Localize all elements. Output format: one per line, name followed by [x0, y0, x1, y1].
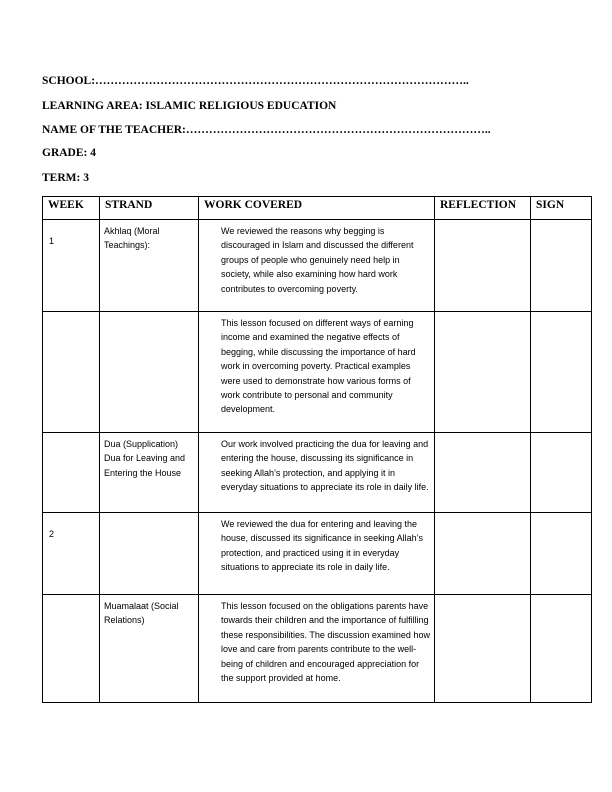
- sign-cell: [531, 220, 592, 312]
- sign-cell: [531, 595, 592, 703]
- column-header-sign: SIGN: [531, 197, 592, 220]
- sign-cell: [531, 312, 592, 433]
- term-line: TERM: 3: [42, 172, 89, 184]
- table-row: [43, 513, 592, 595]
- week-cell: [43, 312, 100, 433]
- table-row: [43, 433, 592, 513]
- learning-area-line: LEARNING AREA: ISLAMIC RELIGIOUS EDUCATION: [42, 100, 337, 112]
- column-header-reflection: REFLECTION: [435, 197, 531, 220]
- scheme-of-work-table: [42, 196, 592, 703]
- reflection-cell: [435, 312, 531, 433]
- table-header-row: [43, 197, 592, 220]
- strand-cell: Dua (Supplication) Dua for Leaving and Entering the House: [100, 433, 199, 513]
- strand-cell: [100, 312, 199, 433]
- week-cell: [43, 433, 100, 513]
- reflection-cell: [435, 220, 531, 312]
- table-row: [43, 220, 592, 312]
- week-cell: [43, 595, 100, 703]
- work-covered-cell: Our work involved practicing the dua for leaving and entering the house, discussing its significance in seeking Allah’s protection, and applying it in everyday situations to appreciate its role in daily life.: [199, 433, 435, 513]
- strand-cell: Muamalaat (Social Relations): [100, 595, 199, 703]
- teacher-name-line: NAME OF THE TEACHER:……………………………………………………………………..: [42, 124, 491, 136]
- week-cell: 2: [43, 513, 100, 595]
- sign-cell: [531, 513, 592, 595]
- column-header-week: WEEK: [43, 197, 100, 220]
- work-covered-cell: We reviewed the dua for entering and leaving the house, discussed its significance in seeking Allah’s protection, and practiced using it in everyday situations to appreciate its role in daily life.: [199, 513, 435, 595]
- table-row: [43, 312, 592, 433]
- column-header-work-covered: WORK COVERED: [199, 197, 435, 220]
- work-covered-cell: This lesson focused on different ways of earning income and examined the negative effects of begging, while discussing the importance of hard work in overcoming poverty. Practical examples were used to demonstrate how various forms of work contribute to personal and community development.: [199, 312, 435, 433]
- school-line: SCHOOL:……………………………………………………………………………………..: [42, 75, 469, 87]
- sign-cell: [531, 433, 592, 513]
- reflection-cell: [435, 433, 531, 513]
- work-covered-cell: We reviewed the reasons why begging is discouraged in Islam and discussed the different groups of people who genuinely need help in society, while also examining how hard work contributes to overcoming poverty.: [199, 220, 435, 312]
- table-row: [43, 595, 592, 703]
- strand-cell: Akhlaq (Moral Teachings):: [100, 220, 199, 312]
- column-header-strand: STRAND: [100, 197, 199, 220]
- reflection-cell: [435, 595, 531, 703]
- grade-line: GRADE: 4: [42, 147, 96, 159]
- strand-cell: [100, 513, 199, 595]
- reflection-cell: [435, 513, 531, 595]
- week-cell: 1: [43, 220, 100, 312]
- work-covered-cell: This lesson focused on the obligations parents have towards their children and the importance of fulfilling these responsibilities. The discussion examined how love and care from parents contribute to the well-being of children and encouraged appreciation for the support provided at home.: [199, 595, 435, 703]
